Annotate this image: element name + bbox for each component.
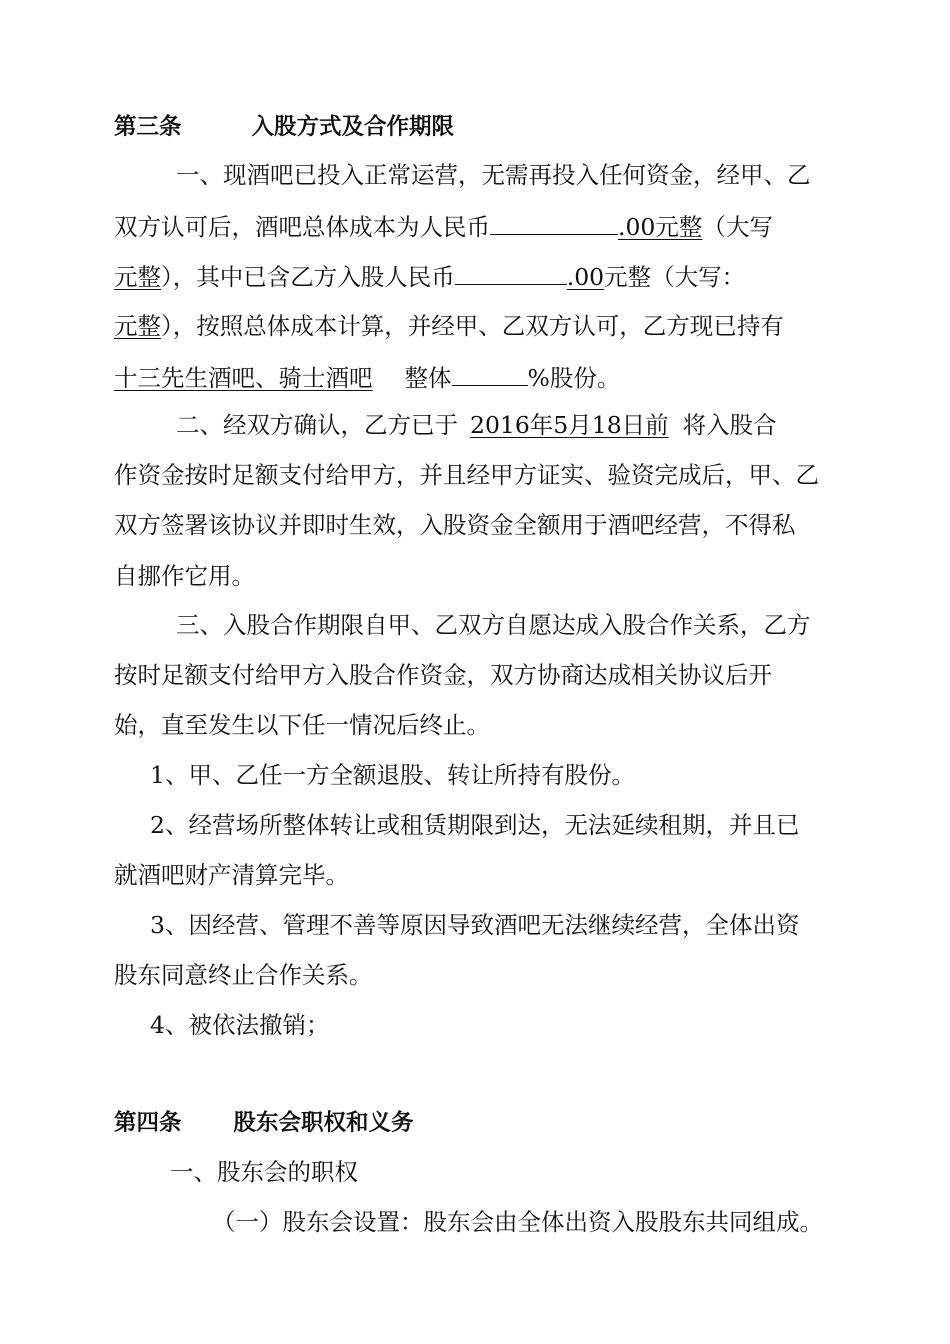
- p2-line-1: [176, 410, 777, 440]
- list-item-3-line-2: 股东同意终止合作关系。: [114, 961, 373, 989]
- p1-line-5-tail: %股份。: [527, 364, 621, 392]
- p1-line-4: [114, 311, 784, 341]
- list-item-2-line-1: 2、经营场所整体转让或租赁期限到达，无法延续租期，并且已: [150, 811, 800, 839]
- total-cost-suffix: .00元整: [618, 213, 703, 241]
- p2-line-4: 自挪作它用。: [114, 562, 255, 590]
- p1-line-2: [114, 210, 773, 242]
- share-percent-blank: [452, 361, 528, 386]
- p2-line-1-text: 二、经双方确认，乙方已于: [176, 411, 458, 439]
- p1-line-5-text: 整体: [404, 364, 452, 392]
- p2-line-1-tail: 将入股合: [682, 411, 777, 439]
- p1-line-2-tail: （大写: [702, 213, 773, 241]
- article-4-item-1: （一）股东会设置：股东会由全体出资入股股东共同组成。: [212, 1208, 823, 1236]
- article-4-title: 股东会职权和义务: [233, 1110, 414, 1136]
- list-item-2-line-2: 就酒吧财产清算完毕。: [114, 861, 349, 889]
- article-3-heading: [114, 112, 454, 142]
- article-4-number: 第四条: [114, 1110, 182, 1136]
- capital-words-1: 元整: [114, 263, 161, 291]
- list-item-4: 4、被依法撤销；: [150, 1011, 330, 1039]
- p1-line-1: 一、现酒吧已投入正常运营，无需再投入任何资金，经甲、乙: [176, 161, 811, 189]
- p1-line-4-text: ），按照总体成本计算，并经甲、乙双方认可，乙方现已持有: [161, 312, 784, 340]
- p3-line-1: 三、入股合作期限自甲、乙双方自愿达成入股合作关系，乙方: [176, 611, 811, 639]
- share-amount-blank: [455, 260, 567, 285]
- share-amount-suffix: .00: [566, 263, 605, 291]
- payment-date: 2016年5月18日前: [470, 411, 669, 439]
- p1-line-3-tail: 元整（大写：: [604, 263, 746, 291]
- p2-line-3: 双方签署该协议并即时生效，入股资金全额用于酒吧经营，不得私: [114, 511, 796, 539]
- p1-line-2-text: 双方认可后，酒吧总体成本为人民币: [114, 213, 490, 241]
- p1-line-5: [114, 361, 620, 393]
- article-4-heading: [114, 1108, 414, 1138]
- capital-words-2: 元整: [114, 312, 161, 340]
- list-item-1: 1、甲、乙任一方全额退股、转让所持有股份。: [150, 761, 635, 789]
- p3-line-2: 按时足额支付给甲方入股合作资金，双方协商达成相关协议后开: [114, 661, 772, 689]
- bar-names: 十三先生酒吧、骑士酒吧: [114, 364, 373, 392]
- p1-line-3-text: ），其中已含乙方入股人民币: [161, 263, 455, 291]
- p3-line-3: 始，直至发生以下任一情况后终止。: [114, 711, 490, 739]
- list-item-3-line-1: 3、因经营、管理不善等原因导致酒吧无法继续经营，全体出资: [150, 911, 800, 939]
- total-cost-blank: [490, 210, 618, 235]
- article-3-number: 第三条: [114, 114, 182, 140]
- p1-line-3: [114, 260, 745, 292]
- p2-line-2: 作资金按时足额支付给甲方，并且经甲方证实、验资完成后，甲、乙: [114, 461, 819, 489]
- article-4-subheading: 一、股东会的职权: [170, 1158, 358, 1186]
- article-3-title: 入股方式及合作期限: [251, 114, 455, 140]
